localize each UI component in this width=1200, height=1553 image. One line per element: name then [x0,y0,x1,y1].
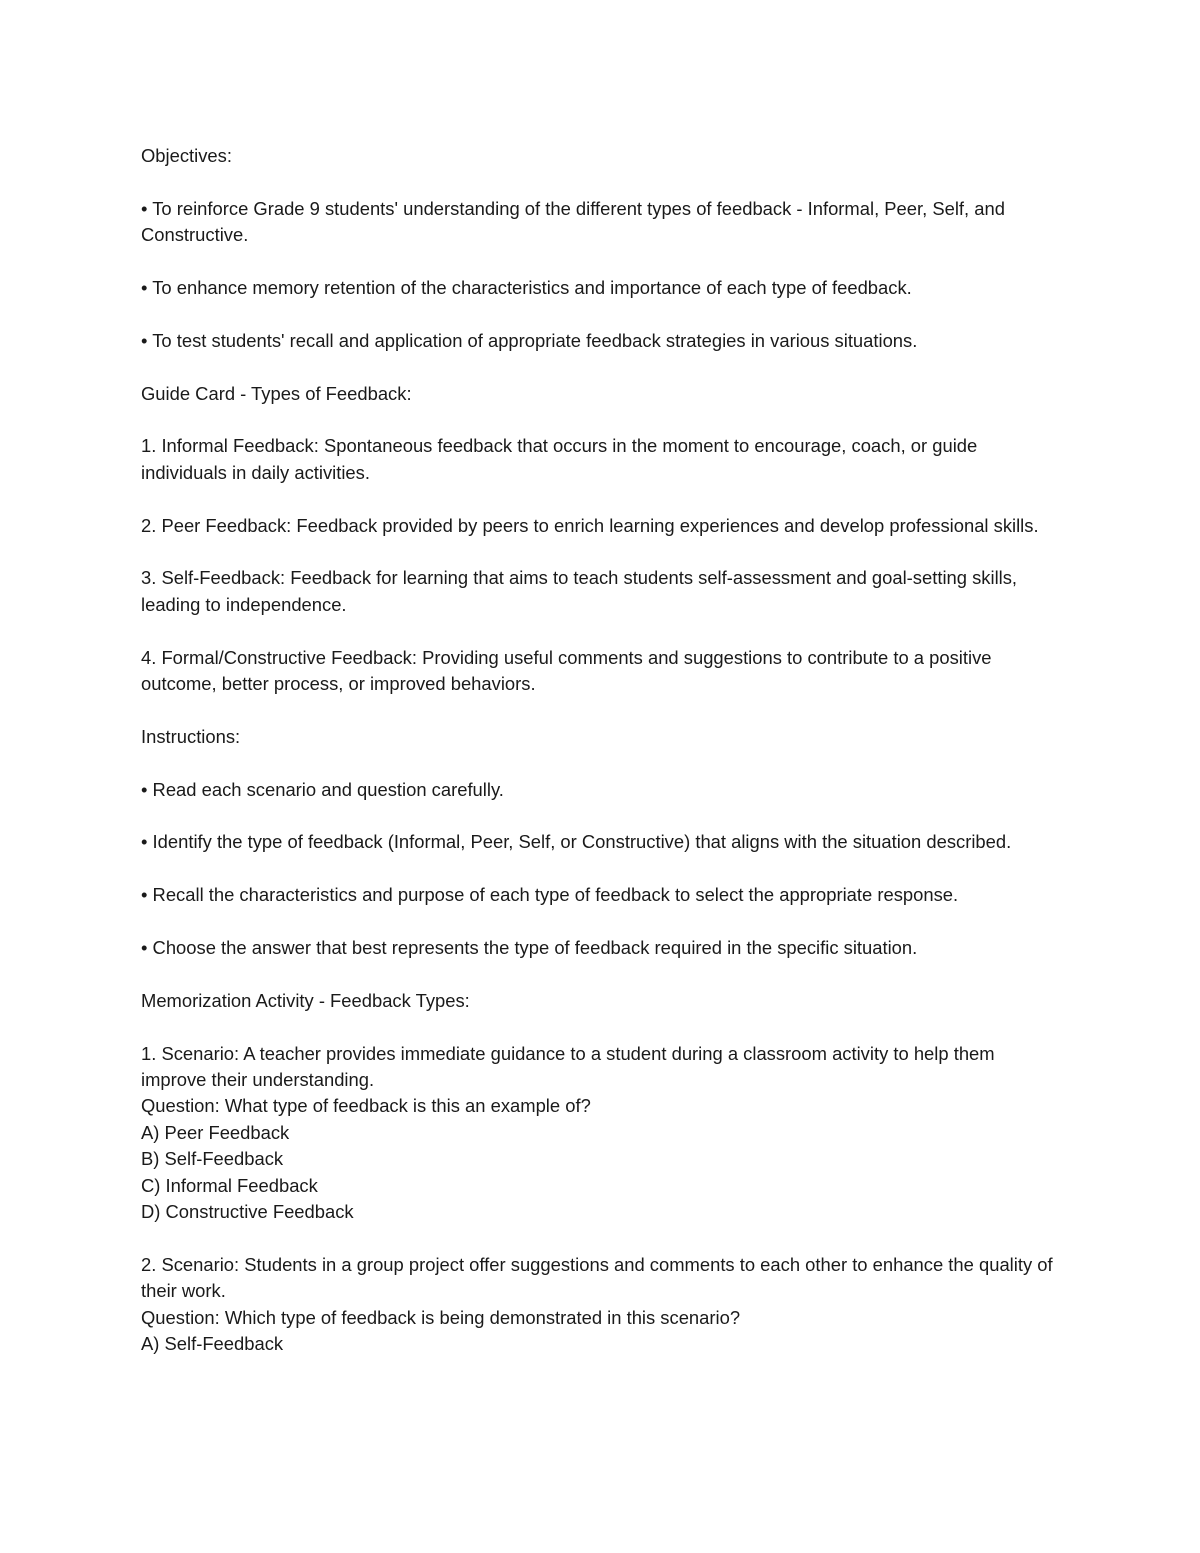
guide-card-item: 3. Self-Feedback: Feedback for learning that aims to teach students self-assessment and goal-setting skills, leading to independence. [141,567,1018,615]
instruction-item: • Identify the type of feedback (Informal, Peer, Self, or Constructive) that aligns with the situation described. [141,831,1012,853]
instruction-item: • Read each scenario and question carefully. [141,778,504,800]
activity-heading: Memorization Activity - Feedback Types: [141,989,470,1011]
guide-card-item: 2. Peer Feedback: Feedback provided by peers to enrich learning experiences and develop professional skills. [141,514,1039,536]
instruction-item: • Recall the characteristics and purpose of each type of feedback to select the appropriate response. [141,884,959,906]
answer-option: D) Constructive Feedback [141,1201,354,1223]
objectives-heading: Objectives: [141,145,232,166]
question-scenario: 2. Scenario: Students in a group project offer suggestions and comments to each other to enhance the quality of their work. [141,1253,1053,1302]
guide-card-item: 1. Informal Feedback: Spontaneous feedback that occurs in the moment to encourage, coach, or guide individuals in daily activities. [141,435,978,483]
objective-item: • To enhance memory retention of the characteristics and importance of each type of feedback. [141,277,912,298]
instruction-item: • Choose the answer that best represents the type of feedback required in the specific situation. [141,936,918,958]
answer-option: C) Informal Feedback [141,1174,318,1196]
answer-option: B) Self-Feedback [141,1148,284,1170]
answer-option: A) Peer Feedback [141,1121,290,1143]
question-block [141,1252,1061,1358]
question-text: Question: Which type of feedback is being demonstrated in this scenario? [141,1306,741,1328]
objective-item: • To reinforce Grade 9 students' understanding of the different types of feedback - Informal, Peer, Self, and Constructive. [141,197,1005,246]
document-body [141,143,1061,1384]
guide-card-item: 4. Formal/Constructive Feedback: Providing useful comments and suggestions to contribute to a positive outcome, better process, or improved behaviors. [141,646,992,694]
answer-option: A) Self-Feedback [141,1333,284,1355]
guide-card-heading: Guide Card - Types of Feedback: [141,382,412,404]
question-block [141,1041,1061,1226]
instructions-heading: Instructions: [141,725,241,747]
question-scenario: 1. Scenario: A teacher provides immediate guidance to a student during a classroom activity to help them improve their understanding. [141,1042,995,1090]
objective-item: • To test students' recall and application of appropriate feedback strategies in various situations. [141,329,918,351]
question-text: Question: What type of feedback is this an example of? [141,1095,591,1117]
